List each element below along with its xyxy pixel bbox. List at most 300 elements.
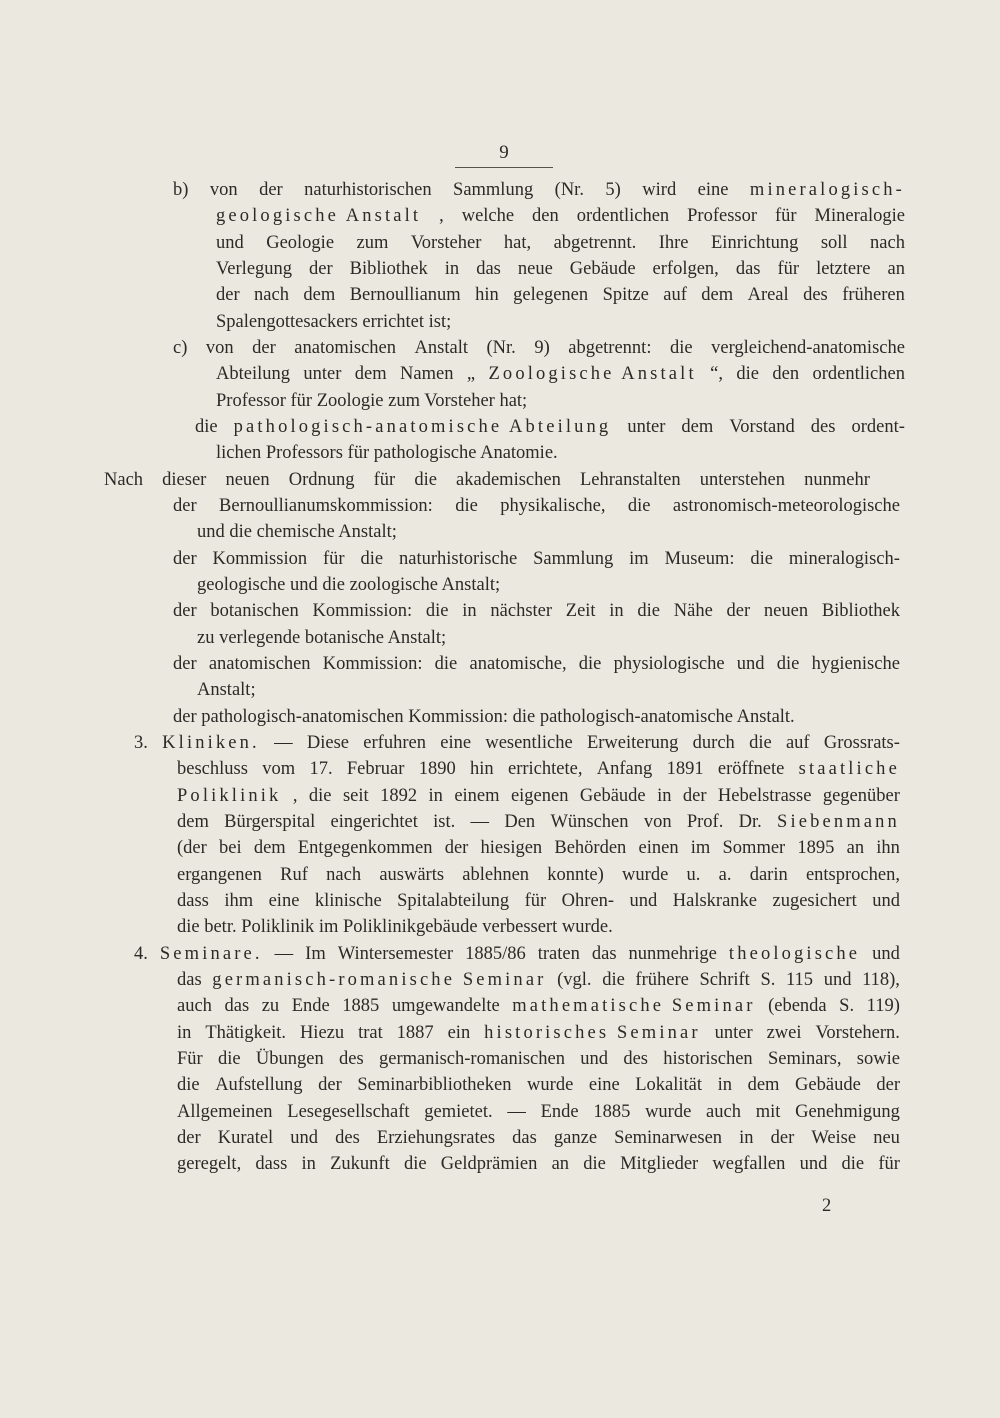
word: zu	[261, 996, 280, 1017]
word: 115	[785, 969, 814, 990]
word: die	[195, 416, 218, 437]
word: klinische	[314, 890, 382, 911]
word: der	[173, 495, 197, 516]
word: erfolgen,	[652, 258, 719, 279]
word: dieser	[162, 469, 207, 490]
word: abgetrennt:	[568, 337, 652, 358]
word: an	[887, 258, 905, 279]
word: wurde	[622, 864, 669, 885]
spaced-emphasis: staatliche	[798, 759, 900, 780]
word: dem	[681, 416, 714, 437]
word: ,	[292, 785, 298, 806]
word: Spitalabteilung	[397, 890, 510, 911]
text-line	[177, 993, 900, 1020]
word: an	[846, 838, 865, 859]
word: das	[224, 996, 250, 1017]
word: Nach	[104, 469, 144, 490]
spaced-emphasis: theologische	[728, 943, 861, 964]
word: und	[823, 969, 852, 990]
word: vom	[262, 759, 296, 780]
text-line	[173, 598, 900, 625]
word: (Nr.	[554, 180, 584, 200]
word: der	[726, 601, 751, 622]
word: unter	[714, 1022, 753, 1043]
word: dem	[701, 285, 734, 306]
word: die	[425, 601, 449, 622]
word: soll	[820, 232, 848, 253]
word: von	[643, 811, 672, 832]
word: Zeit	[565, 601, 596, 622]
word: nach	[326, 864, 362, 885]
word: anatomische,	[469, 653, 567, 674]
text-line	[216, 440, 558, 467]
word: umgewandelte	[391, 996, 500, 1017]
word: Geologie	[266, 232, 335, 253]
word: Ordnung	[288, 469, 355, 490]
word: die	[750, 548, 774, 569]
text-line	[173, 493, 900, 520]
word: nach	[254, 285, 289, 306]
word: dem	[177, 811, 209, 832]
word: die	[455, 495, 478, 516]
spaced-emphasis: mathematische Seminar	[512, 996, 756, 1017]
word: entsprochen,	[805, 864, 900, 885]
word: trat	[358, 1022, 383, 1043]
word: in	[657, 785, 672, 806]
word: Geldprämien	[440, 1154, 538, 1175]
word: auch	[177, 996, 212, 1017]
word: der	[252, 337, 276, 358]
spaced-emphasis: mineralogisch-	[749, 180, 905, 200]
word: eingerichtet	[330, 811, 418, 832]
word: 1887	[396, 1022, 434, 1043]
word: ein	[447, 1022, 471, 1043]
word: konnte)	[547, 864, 604, 885]
word: das	[735, 258, 761, 279]
word: der	[216, 285, 240, 306]
word: der	[173, 548, 197, 569]
word: (Nr.	[486, 337, 516, 358]
word: abgetrennt.	[553, 232, 637, 253]
word: und	[290, 1127, 319, 1148]
word: wurde	[645, 1101, 692, 1122]
word: das	[512, 1127, 537, 1148]
spaced-emphasis: Kliniken.	[162, 732, 260, 753]
text-line	[216, 388, 527, 415]
word: die	[414, 469, 437, 490]
word: in	[428, 785, 443, 806]
word: das	[177, 969, 202, 990]
text-line	[177, 835, 900, 862]
word: Im	[305, 943, 326, 964]
text-line	[177, 862, 900, 889]
word: in	[462, 601, 477, 622]
word: Sammlung	[533, 548, 614, 569]
word: für	[524, 890, 547, 911]
word: —	[507, 1101, 526, 1122]
word: Lokalität	[635, 1075, 703, 1096]
word: Diese	[306, 732, 350, 753]
word: Erweiterung	[586, 732, 679, 753]
word: den	[772, 364, 800, 385]
word: Museum:	[664, 548, 735, 569]
word: Anstalt	[414, 337, 468, 358]
text-line	[177, 756, 900, 783]
word: wurde	[527, 1075, 574, 1096]
word: sowie	[856, 1048, 900, 1069]
text-run: zu verlegende botanische Anstalt;	[197, 627, 447, 648]
word: neu	[873, 1127, 900, 1148]
word: (ebenda	[768, 996, 827, 1017]
text-line	[197, 625, 446, 652]
word: Abteilung	[216, 364, 290, 385]
word: bei	[219, 838, 242, 859]
word: 9)	[534, 337, 550, 358]
word: Professor	[687, 206, 758, 227]
word: das	[476, 258, 501, 279]
word: Lesegesellschaft	[287, 1101, 410, 1122]
word: der	[173, 601, 197, 622]
word: Kommission:	[322, 653, 423, 674]
word: in	[444, 258, 460, 279]
word: Ende	[540, 1101, 579, 1122]
text-run: die betr. Poliklinik im Poliklinikgebäude verbessert wurde.	[177, 917, 613, 938]
word: einem	[454, 785, 500, 806]
word: 1885	[342, 996, 380, 1017]
word: 119)	[866, 996, 900, 1017]
word: dem	[303, 285, 336, 306]
text-line	[173, 546, 900, 573]
word: Wintersemester	[337, 943, 454, 964]
word: unter	[303, 364, 342, 385]
word: Thätigkeit.	[205, 1022, 286, 1043]
word: des	[623, 1048, 648, 1069]
word: den	[532, 206, 559, 227]
text-line	[177, 967, 900, 994]
spaced-emphasis: Seminare.	[159, 943, 263, 964]
word: erfuhren	[363, 732, 426, 753]
word: “,	[710, 364, 723, 385]
word: der	[259, 180, 283, 200]
text-line	[197, 677, 256, 704]
word: Schrift	[699, 969, 750, 990]
word: anatomischen	[208, 653, 311, 674]
word: auf	[663, 285, 687, 306]
word: beschluss	[177, 759, 248, 780]
spaced-emphasis: Poliklinik	[177, 785, 282, 806]
text-line	[173, 651, 900, 678]
word: ablehnen	[462, 864, 530, 885]
word: germanisch-romanischen	[379, 1048, 565, 1069]
word: Februar	[346, 759, 405, 780]
word: eine	[440, 732, 472, 753]
word: hat,	[503, 232, 532, 253]
word: 4.	[134, 943, 148, 964]
word: unter	[627, 416, 666, 437]
word: Grossrats-	[823, 732, 900, 753]
word: auch	[706, 1101, 741, 1122]
text-line	[177, 1099, 900, 1126]
word: die	[403, 1154, 427, 1175]
text-line	[104, 467, 870, 494]
word: Sammlung	[453, 180, 534, 200]
word: in	[609, 601, 624, 622]
word: für	[323, 548, 345, 569]
word: Prof.	[686, 811, 724, 832]
word: 1891	[666, 759, 704, 780]
word: naturhistorischen	[304, 180, 432, 200]
word: physiologische	[613, 653, 725, 674]
text-line	[177, 783, 900, 810]
word: des	[803, 285, 828, 306]
word: eine	[697, 180, 729, 200]
word: Nähe	[673, 601, 713, 622]
word: in	[717, 1075, 733, 1096]
word: eröffnete	[717, 759, 785, 780]
text-line	[177, 1151, 900, 1178]
word: botanischen	[210, 601, 299, 622]
word: im	[690, 838, 711, 859]
text-line	[177, 888, 900, 915]
word: —	[274, 732, 293, 753]
word: Anfang	[596, 759, 653, 780]
text-line	[197, 572, 500, 599]
word: Gebäude	[579, 785, 646, 806]
text-line	[216, 256, 905, 283]
text-line	[173, 177, 905, 204]
text-line	[173, 335, 905, 362]
word: die	[749, 732, 772, 753]
word: und	[580, 1048, 609, 1069]
word: durch	[692, 732, 735, 753]
word: traten	[537, 943, 580, 964]
word: die	[360, 548, 384, 569]
word: ordentlichen	[576, 206, 670, 227]
word: ist.	[433, 811, 456, 832]
word: eine	[268, 890, 300, 911]
word: „	[466, 364, 476, 385]
word: physikalische,	[500, 495, 606, 516]
word: Spitze	[602, 285, 649, 306]
word: die	[841, 1154, 865, 1175]
word: Einrichtung	[711, 232, 799, 253]
text-line	[177, 1046, 900, 1073]
word: die	[669, 337, 693, 358]
word: dass	[255, 1154, 288, 1175]
word: nach	[870, 232, 905, 253]
word: des	[810, 416, 836, 437]
word: zum	[356, 232, 389, 253]
word: Ohren-	[561, 890, 615, 911]
text-run: der pathologisch-anatomischen Kommission: die pathologisch-anatomische Anstalt.	[173, 706, 795, 727]
word: Mitglieder	[620, 1154, 699, 1175]
word: Bibliothek	[349, 258, 428, 279]
word: Bernoullianum	[349, 285, 461, 306]
word: Bürgerspital	[224, 811, 316, 832]
word: für	[774, 206, 797, 227]
word: Behörden	[554, 838, 627, 859]
spaced-emphasis: geologische Anstalt	[216, 206, 422, 227]
word: an	[551, 1154, 570, 1175]
text-line	[216, 203, 905, 230]
word: gelegenen	[513, 285, 589, 306]
word: Namen	[400, 364, 454, 385]
word: in	[301, 1154, 316, 1175]
word: Zukunft	[330, 1154, 390, 1175]
word: welche	[461, 206, 515, 227]
spaced-emphasis: germanisch-romanische Seminar	[212, 969, 547, 990]
word: und	[799, 1154, 828, 1175]
word: eine	[588, 1075, 620, 1096]
word: der	[318, 1075, 342, 1096]
word: Vorstehern.	[815, 1022, 900, 1043]
word: a.	[718, 864, 732, 885]
signature-mark: 2	[822, 1196, 832, 1216]
word: für	[878, 1154, 900, 1175]
word: ihm	[224, 890, 254, 911]
word: und	[872, 943, 900, 964]
word: die	[583, 1154, 606, 1175]
word: die	[627, 495, 651, 516]
word: die	[177, 1075, 200, 1096]
text-run: lichen Professors für pathologische Anatomie.	[216, 443, 558, 464]
word: (vgl.	[557, 969, 592, 990]
word: Mineralogie	[814, 206, 905, 227]
word: Halskranke	[672, 890, 758, 911]
text-line	[177, 914, 613, 941]
word: ergangenen	[177, 864, 262, 885]
text-line	[195, 414, 905, 441]
word: der	[876, 1075, 900, 1096]
word: Dr.	[738, 811, 762, 832]
word: 5)	[605, 180, 621, 200]
word: dem	[354, 364, 387, 385]
word: gegenüber	[822, 785, 900, 806]
word: des	[339, 1048, 364, 1069]
word: Areal	[747, 285, 789, 306]
text-line	[197, 519, 397, 546]
word: für	[777, 258, 800, 279]
word: Vorstand	[729, 416, 795, 437]
text-run: und die chemische Anstalt;	[197, 522, 397, 543]
word: Kommission:	[312, 601, 413, 622]
word: 1895	[797, 838, 835, 859]
word: Genehmigung	[795, 1101, 900, 1122]
word: Verlegung	[216, 258, 293, 279]
word: (der	[177, 838, 207, 859]
word: Übungen	[255, 1048, 324, 1069]
word: wesentliche	[485, 732, 573, 753]
word: neuen	[763, 601, 809, 622]
word: einen	[638, 838, 679, 859]
word: Kuratel	[217, 1127, 274, 1148]
word: auf	[785, 732, 810, 753]
word: wegfallen	[712, 1154, 786, 1175]
word: das	[591, 943, 617, 964]
word: errichtete,	[508, 759, 583, 780]
word: Aufstellung	[215, 1075, 303, 1096]
word: der	[177, 1127, 201, 1148]
spaced-emphasis: pathologisch-anatomische Abteilung	[233, 416, 612, 437]
word: Den	[504, 811, 536, 832]
spaced-emphasis: historisches Seminar	[484, 1022, 701, 1043]
word: b)	[173, 180, 189, 200]
word: gemietet.	[424, 1101, 493, 1122]
page-number: 9	[455, 142, 553, 168]
text-line	[173, 704, 795, 731]
word: neuen	[225, 469, 270, 490]
word: Ihre	[658, 232, 689, 253]
text-run: Professor für Zoologie zum Vorsteher hat;	[216, 390, 528, 411]
word: hygienische	[811, 653, 900, 674]
text-line	[216, 309, 451, 336]
word: Lehranstalten	[579, 469, 681, 490]
word: ordent-	[851, 416, 905, 437]
word: Wünschen	[550, 811, 629, 832]
word: hiesigen	[480, 838, 543, 859]
word: anatomischen	[294, 337, 397, 358]
text-run: Spalengottesackers errichtet ist;	[216, 311, 452, 332]
word: mineralogisch-	[788, 548, 900, 569]
word: astronomisch-meteorologische	[672, 495, 900, 516]
word: die	[308, 785, 332, 806]
word: Entgegenkommen	[297, 838, 433, 859]
word: vergleichend-anatomische	[711, 337, 905, 358]
text-line	[216, 282, 905, 309]
word: frühere	[635, 969, 689, 990]
word: Ende	[291, 996, 330, 1017]
word: 1885/86	[465, 943, 526, 964]
word: Weise	[811, 1127, 857, 1148]
word: nächster	[490, 601, 553, 622]
word: S.	[839, 996, 855, 1017]
word: nunmehr	[804, 469, 870, 490]
word: zwei	[766, 1022, 802, 1043]
word: des	[335, 1127, 360, 1148]
word: die	[736, 364, 759, 385]
word: Allgemeinen	[177, 1101, 273, 1122]
word: der	[173, 653, 197, 674]
word: Ruf	[280, 864, 308, 885]
word: 3.	[134, 732, 148, 753]
word: der	[682, 785, 707, 806]
word: 1890	[418, 759, 456, 780]
word: die	[434, 653, 458, 674]
word: Seminarbibliotheken	[357, 1075, 512, 1096]
word: zugesichert	[772, 890, 857, 911]
text-line	[134, 941, 900, 968]
text-line	[134, 730, 900, 757]
word: Seminarwesen	[614, 1127, 723, 1148]
word: in	[739, 1127, 754, 1148]
word: in	[177, 1022, 192, 1043]
word: hin	[470, 759, 494, 780]
word: S.	[760, 969, 776, 990]
word: die	[602, 969, 625, 990]
word: seit	[342, 785, 369, 806]
word: 1885	[593, 1101, 631, 1122]
word: der	[444, 838, 469, 859]
word: ordentlichen	[812, 364, 905, 385]
word: dem	[253, 838, 286, 859]
word: darin	[749, 864, 788, 885]
word: Kommission	[212, 548, 308, 569]
text-line	[216, 230, 905, 257]
word: und	[736, 653, 765, 674]
word: der	[309, 258, 333, 279]
word: mit	[755, 1101, 781, 1122]
text-line	[177, 1072, 900, 1099]
